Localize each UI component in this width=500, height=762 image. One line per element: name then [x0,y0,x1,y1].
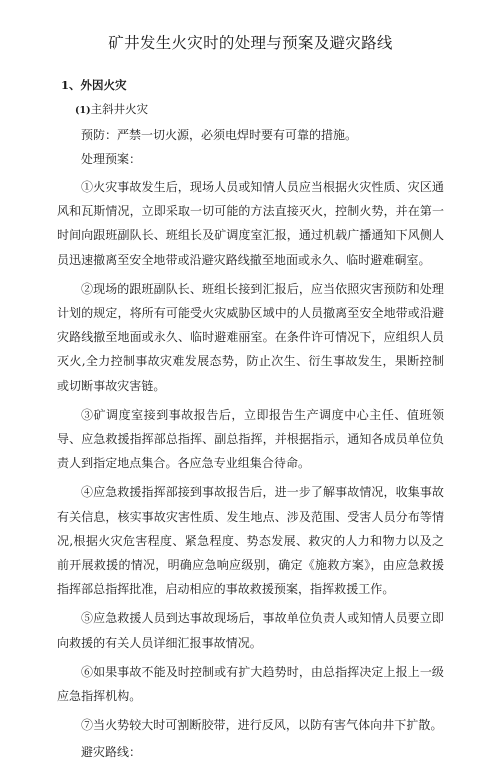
document-title: 矿井发生火灾时的处理与预案及避灾路线 [108,34,393,52]
subsection-heading-main-incline [75,101,444,119]
escape-route-heading: 避灾路线： [81,745,142,760]
plan-paragraph-7: ⑦当火势较大时可割断胶带，进行反风，以防有害气体向井下扩散。 [81,718,443,733]
plan-heading: 处理预案： [81,152,142,166]
plan-paragraph-2: ②现场的跟班副队长、班组长接到汇报后，应当依照灾害预防和处理计划的规定，将所有可能受火灾威胁区域中的人员撤离至安全地带或沿避灾路线撤至地面或永久、临时避难丽室。在条件许可情况下，应组织人员灭火,全力控制事故灾难发展态势，防止次生、衍生事故发生，果断控制或切断事故灾害链。 [57,281,444,393]
section-heading-external-fire: 1、外因火灾 [61,78,127,92]
plan-paragraph-4: ④应急救援指挥部接到事故报告后，进一步了解事故情况，收集事故有关信息，核实事故灾害性质、发生地点、涉及范围、受害人员分布等情况,根据火灾危害程度、紧急程度、势态发展、救灾的人力和物力以及之前开展救援的情况，明确应急响应级别，确定《施救方案》，由应急救援指挥部总指挥批准，启动相应的事故救援预案，指挥救援工作。 [57,485,444,597]
plan-paragraph-1: ①火灾事故发生后，现场人员或知情人员应当根据火灾性质、灾区通风和瓦斯情况，立即采取一切可能的方法直接灭火，控制火势，并在第一时间向跟班副队长、班组长及矿调度室汇报，通过机载广播通知下风侧人员迅速撤离至安全地带或沿避灾路线撤至地面或永久、临时避难硐室。 [57,180,444,267]
plan-paragraph-5: ⑤应急救援人员到达事故现场后，事故单位负责人或知情人员要立即向救援的有关人员详细汇报事故情况。 [57,611,444,650]
subsection-text: 主斜井火灾 [90,102,149,116]
plan-paragraph-6: ⑥如果事故不能及时控制或有扩大趋势时，由总指挥决定上报上一级应急指挥机构。 [57,664,444,704]
plan-paragraph-3: ③矿调度室接到事故报告后，立即报告生产调度中心主任、值班领导、应急救援指挥部总指挥、副总指挥，并根据指示，通知各成员单位负责人到指定地点集合。各应急专业组集合待命。 [57,407,444,471]
prevention-line: 预防：严禁一切火源，必须电焊时要有可靠的措施。 [81,128,358,142]
subsection-number: (1) [75,105,91,116]
